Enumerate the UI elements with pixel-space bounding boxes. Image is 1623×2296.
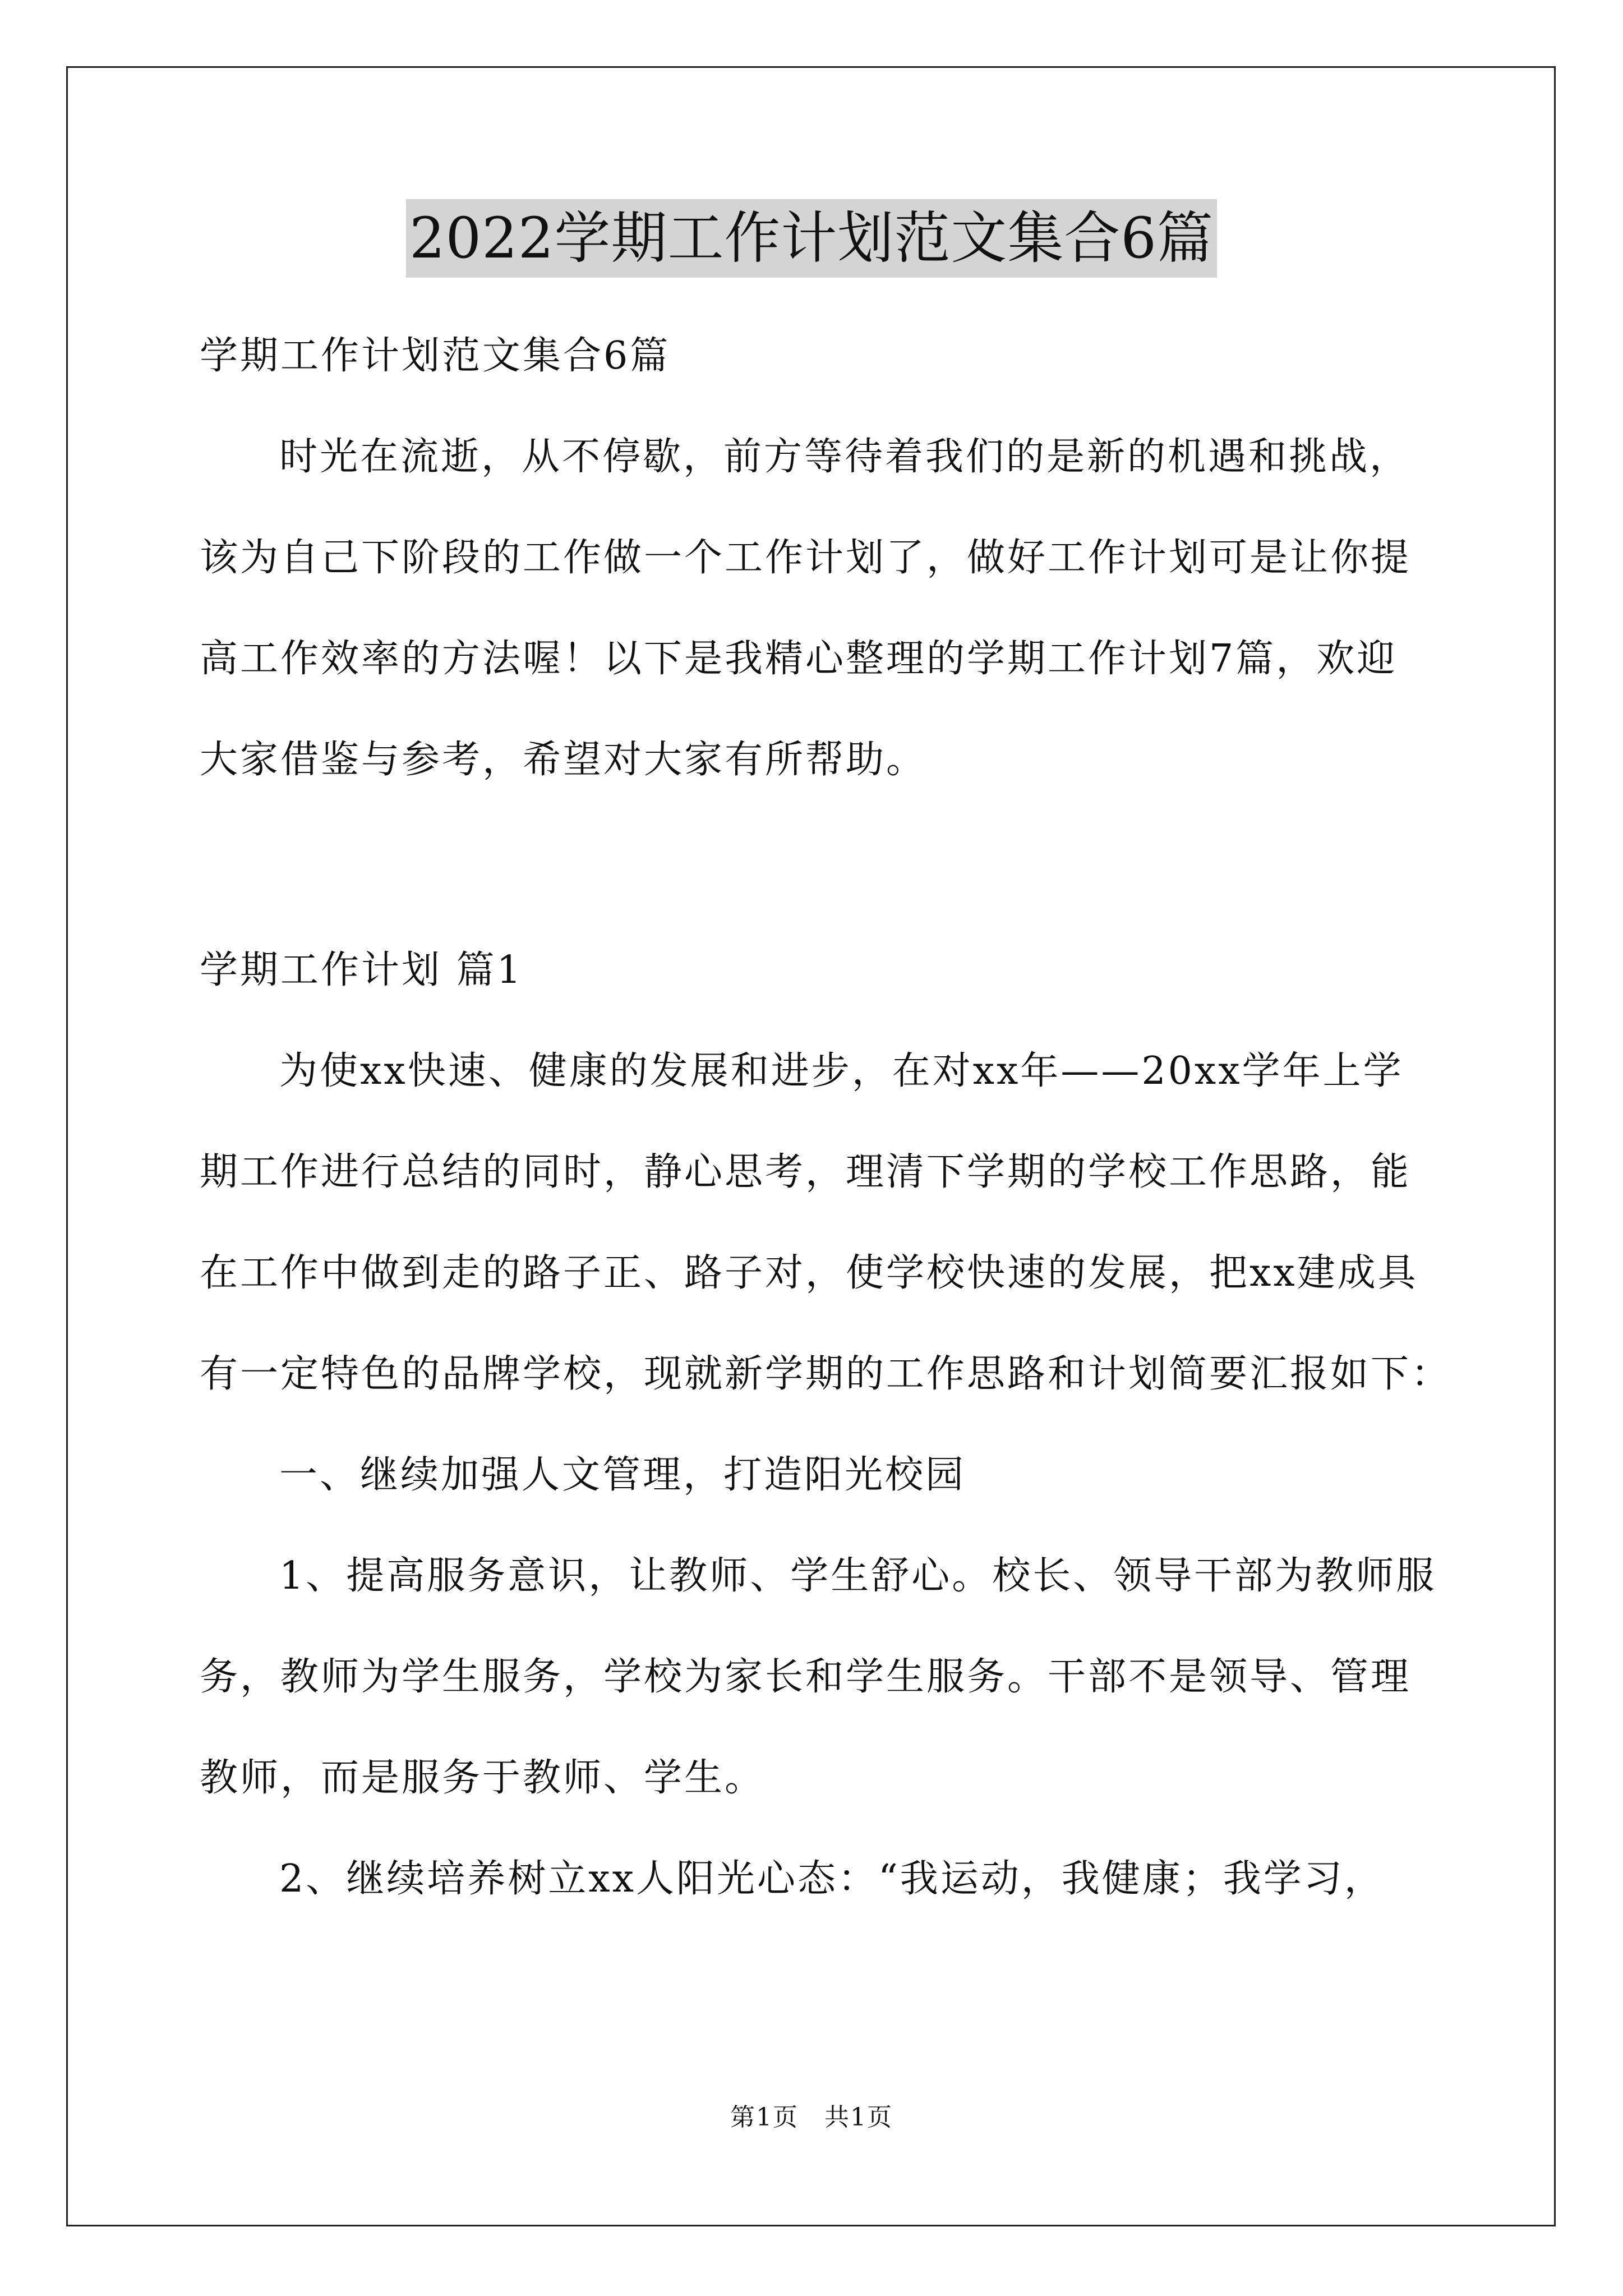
paragraph-line: 期工作进行总结的同时，静心思考，理清下学期的学校工作思路，能 bbox=[200, 1150, 1412, 1194]
subtitle-line: 学期工作计划范文集合6篇 bbox=[200, 334, 671, 378]
page-number: 第1页 共1页 bbox=[730, 2103, 893, 2132]
paragraph-line: 1、提高服务意识，让教师、学生舒心。校长、领导干部为教师服 bbox=[279, 1554, 1437, 1598]
paragraph-line: 在工作中做到走的路子正、路子对，使学校快速的发展，把xx建成具 bbox=[200, 1251, 1418, 1295]
paragraph-line: 为使xx快速、健康的发展和进步，在对xx年——20xx学年上学 bbox=[279, 1049, 1404, 1093]
paragraph-line: 有一定特色的品牌学校，现就新学期的工作思路和计划简要汇报如下： bbox=[200, 1352, 1452, 1396]
intro-paragraph-line: 大家借鉴与参考，希望对大家有所帮助。 bbox=[200, 738, 927, 782]
subheading-line: 一、继续加强人文管理，打造阳光校园 bbox=[279, 1453, 966, 1497]
paragraph-line: 务，教师为学生服务，学校为家长和学生服务。干部不是领导、管理 bbox=[200, 1655, 1412, 1699]
paragraph-line: 2、继续培养树立xx人阳光心态：“我运动，我健康；我学习， bbox=[279, 1857, 1385, 1901]
section-heading: 学期工作计划 篇1 bbox=[200, 948, 523, 992]
section-gap bbox=[200, 811, 1433, 920]
intro-paragraph-line: 该为自己下阶段的工作做一个工作计划了，做好工作计划可是让你提 bbox=[200, 536, 1412, 580]
document-title: 2022学期工作计划范文集合6篇 bbox=[406, 199, 1217, 278]
document-body bbox=[200, 306, 1452, 1930]
paragraph-line: 教师，而是服务于教师、学生。 bbox=[200, 1756, 766, 1800]
title-container bbox=[0, 199, 1623, 278]
intro-paragraph-line: 时光在流逝，从不停歇，前方等待着我们的是新的机遇和挑战， bbox=[279, 435, 1410, 479]
intro-paragraph-line: 高工作效率的方法喔！以下是我精心整理的学期工作计划7篇，欢迎 bbox=[200, 637, 1398, 681]
page-footer bbox=[0, 2101, 1623, 2134]
